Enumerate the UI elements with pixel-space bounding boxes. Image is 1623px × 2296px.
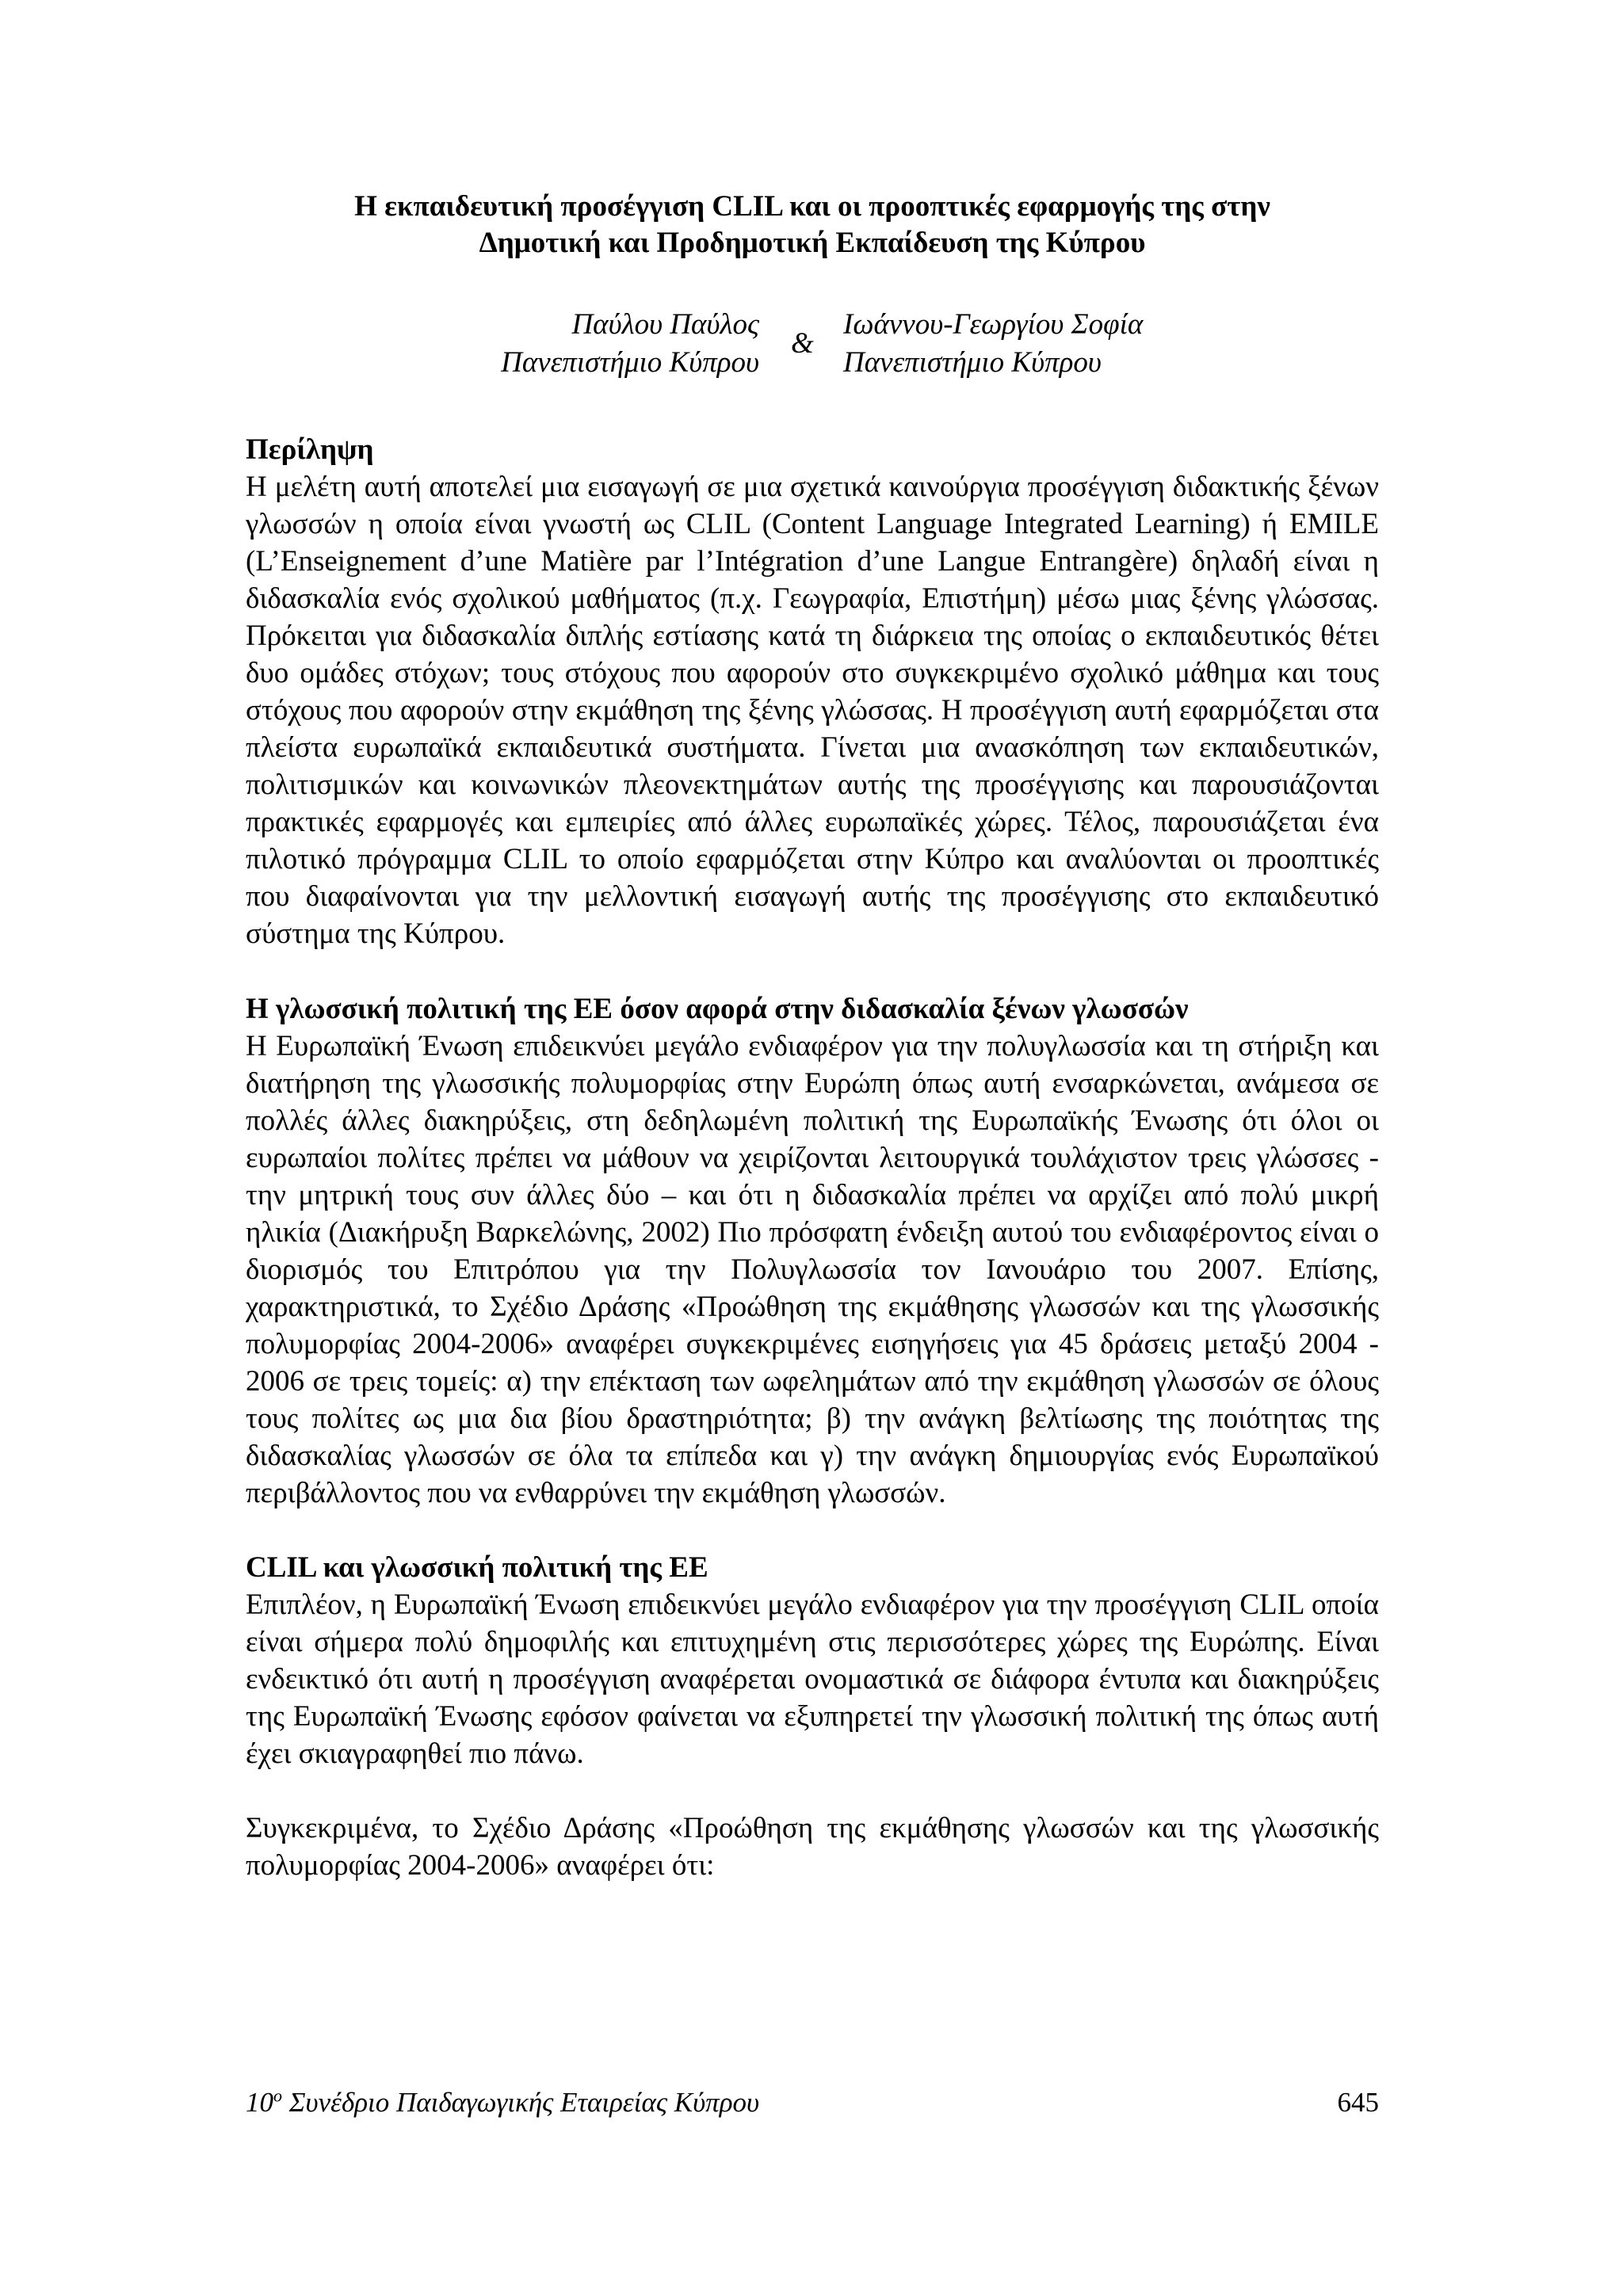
- footer-conference-number: 10: [246, 2087, 273, 2118]
- author-right-name: Ιωάννου-Γεωργίου Σοφία: [843, 308, 1144, 341]
- title-line-1: Η εκπαιδευτική προσέγγιση CLIL και οι προοπτικές εφαρμογής της στην: [354, 190, 1270, 223]
- author-right-affiliation: Πανεπιστήμιο Κύπρου: [843, 346, 1102, 379]
- footer-page-number: 645: [1337, 2087, 1379, 2118]
- section-1-text: Η Ευρωπαϊκή Ένωση επιδεικνύει μεγάλο ενδιαφέρον για την πολυγλωσσία και τη στήριξη και διατήρηση της γλωσσικής πολυμορφίας στην Ευρώπη όπως αυτή ενσαρκώνεται, ανάμεσα σε πολλές άλλες διακηρύξεις, στη δεδηλωμένη πολιτική της Ευρωπαϊκής Ένωσης ότι όλοι οι ευρωπαίοι πολίτες πρέπει να μάθουν να χειρίζονται λειτουργικά τουλάχιστον τρεις γλώσσες - την μητρική τους συν άλλες δύο – και ότι η διδασκαλία πρέπει να αρχίζει από πολύ μικρή ηλικία (Διακήρυξη Βαρκελώνης, 2002) Πιο πρόσφατη ένδειξη αυτού του ενδιαφέροντος είναι ο διορισμός του Επιτρόπου για την Πολυγλωσσία τον Ιανουάριο του 2007. Επίσης, χαρακτηριστικά, το Σχέδιο Δράσης «Προώθηση της εκμάθησης γλωσσών και της γλωσσικής πολυμορφίας 2004-2006» αναφέρει συγκεκριμένες εισηγήσεις για 45 δράσεις μεταξύ 2004 - 2006 σε τρεις τομείς: α) την επέκταση των ωφελημάτων από την εκμάθηση γλωσσών σε όλους τους πολίτες ως μια δια βίου δραστηριότητα; β) την ανάγκη βελτίωσης της ποιότητας της διδασκαλίας γλωσσών σε όλα τα επίπεδα και γ) την ανάγκη δημιουργίας ενός Ευρωπαϊκού περιβάλλοντος που να ενθαρρύνει την εκμάθηση γλωσσών.: [246, 1030, 1379, 1509]
- abstract-heading: Περίληψη: [246, 433, 374, 466]
- paper-title: [246, 189, 1379, 261]
- section-2-paragraph-1: Επιπλέον, η Ευρωπαϊκή Ένωση επιδεικνύει μεγάλο ενδιαφέρον για την προσέγγιση CLIL οποία είναι σήμερα πολύ δημοφιλής και επιτυχημένη στις περισσότερες χώρες της Ευρώπης. Είναι ενδεικτικό ότι αυτή η προσέγγιση αναφέρεται ονομαστικά σε διάφορα έντυπα και διακηρύξεις της Ευρωπαϊκή Ένωσης εφόσον φαίνεται να εξυπηρετεί την γλωσσική πολιτική της όπως αυτή έχει σκιαγραφηθεί πιο πάνω.: [246, 1589, 1379, 1770]
- footer-conference-superscript: ο: [273, 2085, 282, 2106]
- author-left-name: Παύλου Παύλος: [571, 308, 759, 341]
- author-left-affiliation: Πανεπιστήμιο Κύπρου: [501, 346, 759, 379]
- footer-conference: [246, 2085, 759, 2120]
- author-separator: &: [791, 327, 814, 360]
- section-2-heading: CLIL και γλωσσική πολιτική της ΕΕ: [246, 1551, 708, 1584]
- author-left: [501, 306, 759, 382]
- abstract-text: Η μελέτη αυτή αποτελεί μια εισαγωγή σε μια σχετικά καινούργια προσέγγιση διδακτικής ξένων γλωσσών η οποία είναι γνωστή ως CLIL (Content Language Integrated Learning) ή EMILE (L’Enseignement d’une Matière par l’Intégration d’une Langue Entrangère) δηλαδή είναι η διδασκαλία ενός σχολικού μαθήματος (π.χ. Γεωγραφία, Επιστήμη) μέσω μιας ξένης γλώσσας. Πρόκειται για διδασκαλία διπλής εστίασης κατά τη διάρκεια της οποίας ο εκπαιδευτικός θέτει δυο ομάδες στόχων; τους στόχους που αφορούν στο συγκεκριμένο σχολικό μάθημα και τους στόχους που αφορούν στην εκμάθηση της ξένης γλώσσας. Η προσέγγιση αυτή εφαρμόζεται στα πλείστα ευρωπαϊκά εκπαιδευτικά συστήματα. Γίνεται μια ανασκόπηση των εκπαιδευτικών, πολιτισμικών και κοινωνικών πλεονεκτημάτων αυτής της προσέγγισης και παρουσιάζονται πρακτικές εφαρμογές και εμπειρίες από άλλες ευρωπαϊκές χώρες. Τέλος, παρουσιάζεται ένα πιλοτικό πρόγραμμα CLIL το οποίο εφαρμόζεται στην Κύπρο και αναλύονται οι προοπτικές που διαφαίνονται για την μελλοντική εισαγωγή αυτής της προσέγγισης στο εκπαιδευτικό σύστημα της Κύπρου.: [246, 471, 1379, 950]
- author-block: [246, 306, 1379, 393]
- section-1-heading: Η γλωσσική πολιτική της ΕΕ όσον αφορά στην διδασκαλία ξένων γλωσσών: [246, 993, 1189, 1025]
- paper-page: [246, 189, 1379, 1884]
- footer-conference-name: Συνέδριο Παιδαγωγικής Εταιρείας Κύπρου: [288, 2087, 760, 2118]
- section-2-paragraph-2: Συγκεκριμένα, το Σχέδιο Δράσης «Προώθηση της εκμάθησης γλωσσών και της γλωσσικής πολυμορφίας 2004-2006» αναφέρει ότι:: [246, 1812, 1379, 1882]
- title-line-2: Δημοτική και Προδημοτική Εκπαίδευση της Κύπρου: [479, 227, 1146, 259]
- author-right: [843, 306, 1143, 382]
